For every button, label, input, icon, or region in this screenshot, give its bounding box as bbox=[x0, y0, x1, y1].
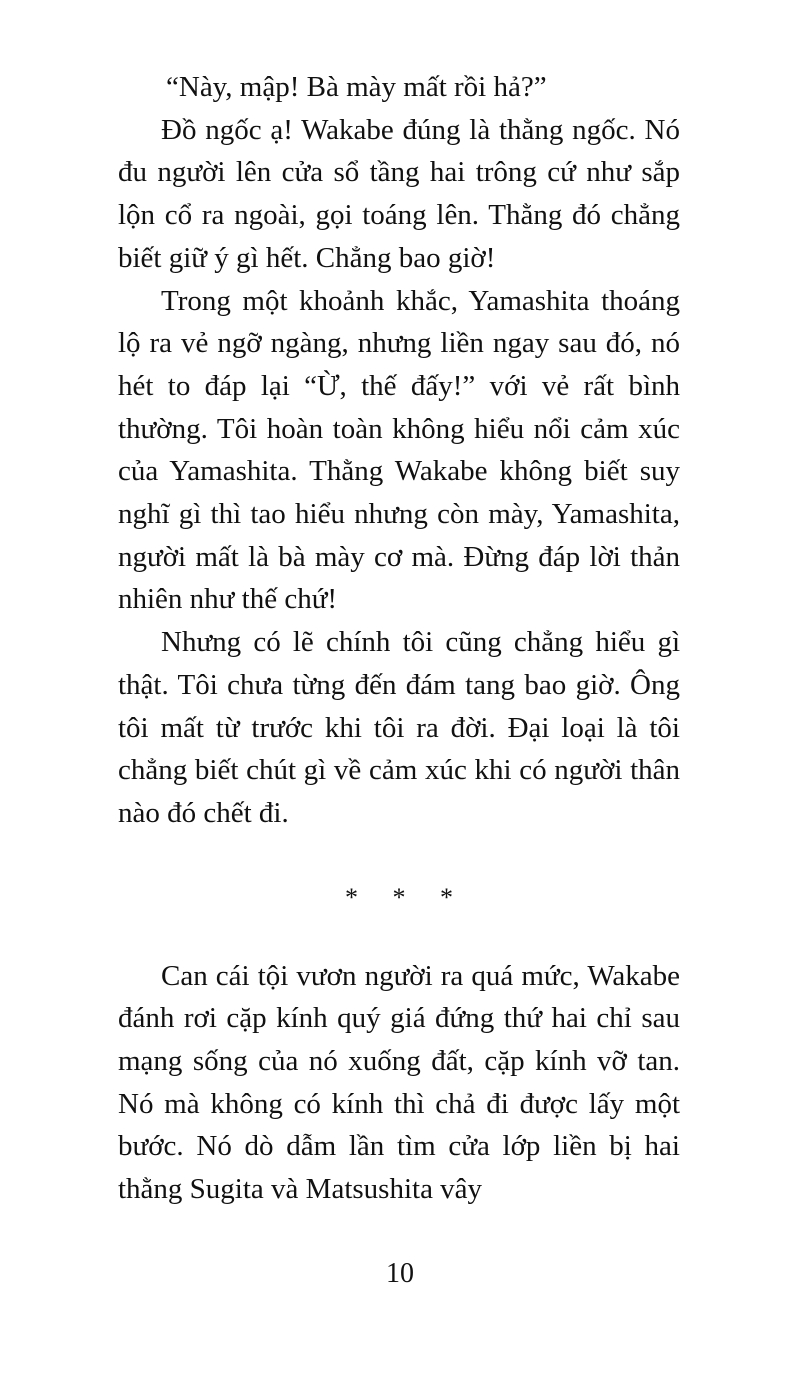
paragraph-narrator-reflection: Nhưng có lẽ chính tôi cũng chẳng hiểu gì thật. Tôi chưa từng đến đám tang bao giờ. Ông tôi mất từ trước khi tôi ra đời. Đại loại là tôi chẳng biết chút gì về cảm xúc khi có người thân nào đó chết đi. bbox=[118, 626, 680, 829]
paragraph-wakabe-fool: Đồ ngốc ạ! Wakabe đúng là thằng ngốc. Nó đu người lên cửa sổ tầng hai trông cứ như sắp lộn cổ ra ngoài, gọi toáng lên. Thằng đó chẳng biết giữ ý gì hết. Chẳng bao giờ! bbox=[118, 113, 680, 274]
book-page-text bbox=[118, 66, 680, 1211]
paragraph-broken-glasses: Can cái tội vươn người ra quá mức, Wakabe đánh rơi cặp kính quý giá đứng thứ hai chỉ sau mạng sống của nó xuống đất, cặp kính vỡ tan. Nó mà không có kính thì chả đi được lấy một bước. Nó dò dẫm lần tìm cửa lớp liền bị hai thằng Sugita và Matsushita vây bbox=[118, 959, 680, 1206]
paragraph-dialogue: “Này, mập! Bà mày mất rồi hả?” bbox=[166, 71, 547, 103]
paragraph-yamashita-reaction: Trong một khoảnh khắc, Yamashita thoáng lộ ra vẻ ngỡ ngàng, nhưng liền ngay sau đó, nó hét to đáp lại “Ừ, thế đấy!” với vẻ rất bình thường. Tôi hoàn toàn không hiểu nổi cảm xúc của Yamashita. Thằng Wakabe không biết suy nghĩ gì thì tao hiểu nhưng còn mày, Yamashita, người mất là bà mày cơ mà. Đừng đáp lời thản nhiên như thế chứ! bbox=[118, 284, 680, 616]
page-number: 10 bbox=[386, 1258, 414, 1289]
section-break: * * * bbox=[345, 882, 467, 912]
